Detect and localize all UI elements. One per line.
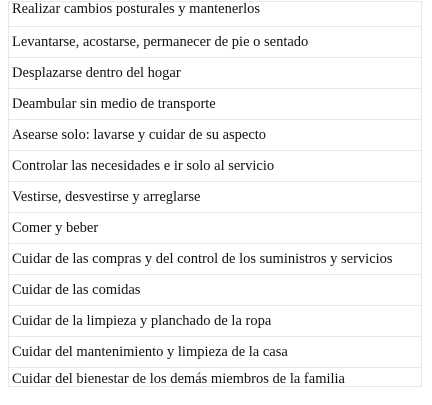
table-row — [9, 151, 422, 182]
table-row — [9, 368, 422, 387]
activity-cell: Levantarse, acostarse, permanecer de pie o sentado — [9, 27, 422, 58]
activity-cell: Controlar las necesidades e ir solo al servicio — [9, 151, 422, 182]
activity-cell: Vestirse, desvestirse y arreglarse — [9, 182, 422, 213]
table-row — [9, 58, 422, 89]
table-row — [9, 182, 422, 213]
table-row — [9, 244, 422, 275]
activities-table — [8, 1, 422, 387]
activity-cell: Cuidar de la limpieza y planchado de la ropa — [9, 306, 422, 337]
activity-cell: Cuidar del mantenimiento y limpieza de la casa — [9, 337, 422, 368]
activity-cell: Comer y beber — [9, 213, 422, 244]
table-row — [9, 337, 422, 368]
table-row — [9, 306, 422, 337]
activity-cell: Deambular sin medio de transporte — [9, 89, 422, 120]
activity-cell: Cuidar de las compras y del control de los suministros y servicios — [9, 244, 422, 275]
table-row — [9, 213, 422, 244]
table-row — [9, 89, 422, 120]
table-row — [9, 275, 422, 306]
activity-cell: Realizar cambios posturales y mantenerlos — [9, 2, 422, 27]
table-row — [9, 120, 422, 151]
activity-cell: Asearse solo: lavarse y cuidar de su aspecto — [9, 120, 422, 151]
activity-cell: Desplazarse dentro del hogar — [9, 58, 422, 89]
activities-table-body — [9, 2, 422, 387]
table-row — [9, 27, 422, 58]
activity-cell: Cuidar del bienestar de los demás miembros de la familia — [9, 368, 422, 387]
activity-cell: Cuidar de las comidas — [9, 275, 422, 306]
table-row — [9, 2, 422, 27]
